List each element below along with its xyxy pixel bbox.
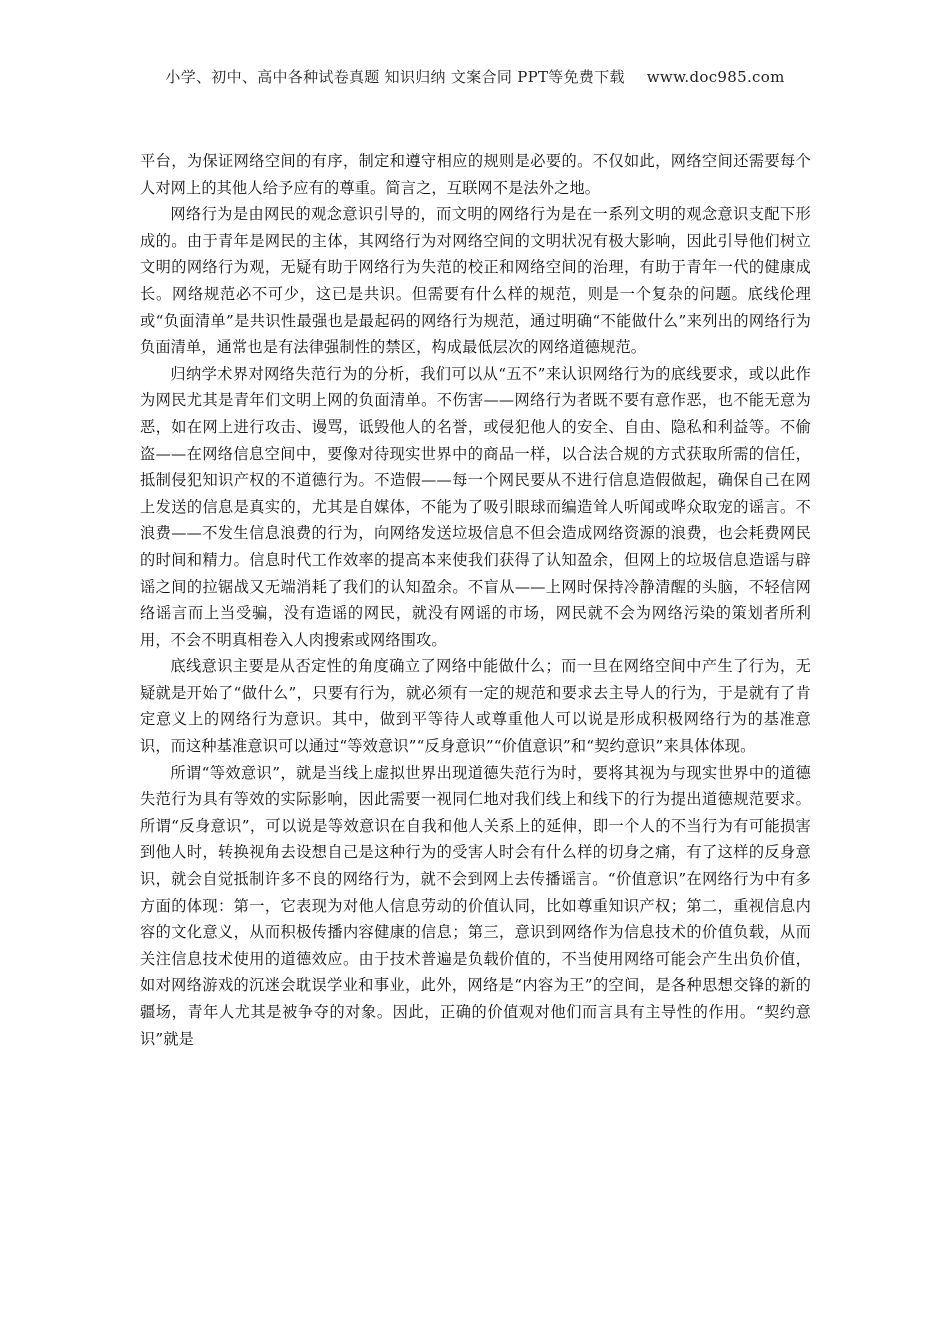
paragraph: 所谓“等效意识”，就是当线上虚拟世界出现道德失范行为时，要将其视为与现实世界中的道德失范行为具有等效的实际影响，因此需要一视同仁地对我们线上和线下的行为提出道德规范要求。所谓“反身意识”，可以说是等效意识在自我和他人关系上的延伸，即一个人的不当行为有可能损害到他人时，转换视角去设想自己是这种行为的受害人时会有什么样的切身之痛，有了这样的反身意识，就会自觉抵制许多不良的网络行为，就不会到网上去传播谣言。“价值意识”在网络行为中有多方面的体现：第一，它表现为对他人信息劳动的价值认同，比如尊重知识产权；第二，重视信息内容的文化意义，从而积极传播内容健康的信息；第三，意识到网络作为信息技术的价值负载，从而关注信息技术使用的道德效应。由于技术普遍是负载价值的，不当使用网络可能会产生出负价值，如对网络游戏的沉迷会耽误学业和事业，此外，网络是“内容为王”的空间，是各种思想交锋的新的疆场，青年人尤其是被争夺的对象。因此，正确的价值观对他们而言具有主导性的作用。“契约意识”就是 — [140, 763, 811, 1048]
header-text: 小学、初中、高中各种试卷真题 知识归纳 文案合同 PPT等免费下载 — [165, 68, 625, 86]
paragraph: 网络行为是由网民的观念意识引导的，而文明的网络行为是在一系列文明的观念意识支配下形成的。由于青年是网民的主体，其网络行为对网络空间的文明状况有极大影响，因此引导他们树立文明的网络行为观，无疑有助于网络行为失范的校正和网络空间的治理，有助于青年一代的健康成长。网络规范必不可少，这已是共识。但需要有什么样的规范，则是一个复杂的问题。底线伦理或“负面清单”是共识性最强也是最起码的网络行为规范，通过明确“不能做什么”来列出的网络行为负面清单，通常也是有法律强制性的禁区，构成最低层次的网络道德规范。 — [140, 205, 811, 357]
paragraph: 底线意识主要是从否定性的角度确立了网络中能做什么；而一旦在网络空间中产生了行为，无疑就是开始了“做什么”，只要有行为，就必须有一定的规范和要求去主导人的行为，于是就有了肯定意义上的网络行为意识。其中，做到平等待人或尊重他人可以说是形成积极网络行为的基准意识，而这种基准意识可以通过“等效意识”“反身意识”“价值意识”和“契约意识”来具体体现。 — [140, 657, 811, 756]
page-header — [0, 66, 950, 87]
paragraph: 归纳学术界对网络失范行为的分析，我们可以从“五不”来认识网络行为的底线要求，或以此作为网民尤其是青年们文明上网的负面清单。不伤害——网络行为者既不要有意作恶，也不能无意为恶，如在网上进行攻击、谩骂，诋毁他人的名誉，或侵犯他人的安全、自由、隐私和利益等。不偷盗——在网络信息空间中，要像对待现实世界中的商品一样，以合法合规的方式获取所需的信任，抵制侵犯知识产权的不道德行为。不造假——每一个网民要从不进行信息造假做起，确保自己在网上发送的信息是真实的，尤其是自媒体，不能为了吸引眼球而编造耸人听闻或哗众取宠的谣言。不浪费——不发生信息浪费的行为，向网络发送垃圾信息不但会造成网络资源的浪费，也会耗费网民的时间和精力。信息时代工作效率的提高本来使我们获得了认知盈余，但网上的垃圾信息造谣与辟谣之间的拉锯战又无端消耗了我们的认知盈余。不盲从——上网时保持冷静清醒的头脑，不轻信网络谣言而上当受骗，没有造谣的网民，就没有网谣的市场，网民就不会为网络污染的策划者所利用，不会不明真相卷入人肉搜索或网络围攻。 — [140, 364, 811, 649]
header-site-link[interactable]: www.doc985.com — [646, 68, 785, 86]
document-body — [140, 148, 811, 1052]
paragraph: 平台，为保证网络空间的有序，制定和遵守相应的规则是必要的。不仅如此，网络空间还需要每个人对网上的其他人给予应有的尊重。简言之，互联网不是法外之地。 — [140, 152, 811, 197]
